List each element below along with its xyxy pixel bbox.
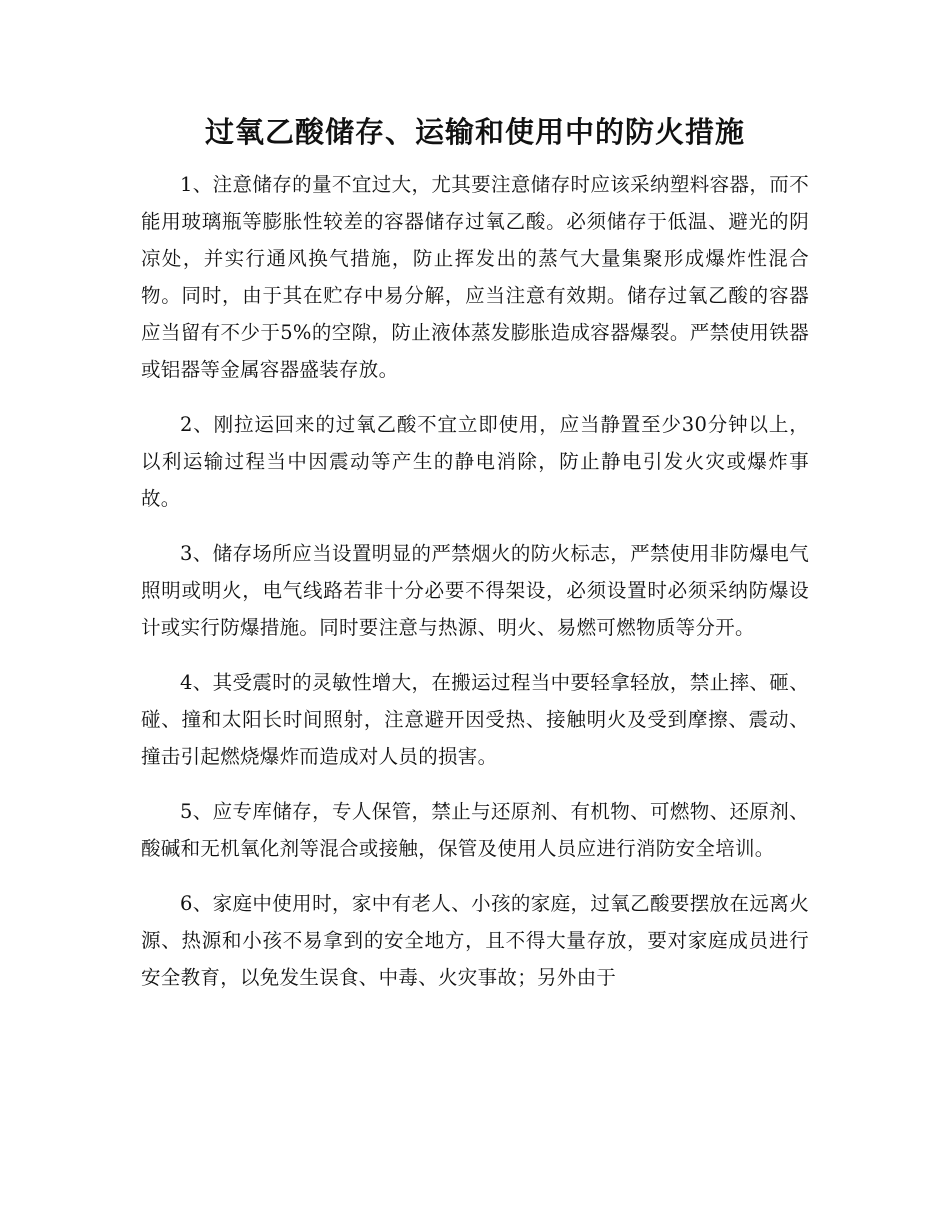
document-title: 过氧乙酸储存、运输和使用中的防火措施 (204, 115, 745, 149)
paragraph-6: 6、家庭中使用时，家中有老人、小孩的家庭，过氧乙酸要摆放在远离火源、热源和小孩不易拿到的安全地方，且不得大量存放，要对家庭成员进行安全教育，以免发生误食、中毒、火灾事故；另外由于 (141, 892, 809, 989)
paragraph-2: 2、刚拉运回来的过氧乙酸不宜立即使用，应当静置至少30分钟以上，以利运输过程当中因震动等产生的静电消除，防止静电引发火灾或爆炸事故。 (141, 413, 809, 510)
paragraph-3: 3、储存场所应当设置明显的严禁烟火的防火标志，严禁使用非防爆电气照明或明火，电气线路若非十分必要不得架设，必须设置时必须采纳防爆设计或实行防爆措施。同时要注意与热源、明火、易燃可燃物质等分开。 (141, 542, 809, 639)
paragraph-1: 1、注意储存的量不宜过大，尤其要注意储存时应该采纳塑料容器，而不能用玻璃瓶等膨胀性较差的容器储存过氧乙酸。必须储存于低温、避光的阴凉处，并实行通风换气措施，防止挥发出的蒸气大量集聚形成爆炸性混合物。同时，由于其在贮存中易分解，应当注意有效期。储存过氧乙酸的容器应当留有不少于5%的空隙，防止液体蒸发膨胀造成容器爆裂。严禁使用铁器或铝器等金属容器盛装存放。 (141, 173, 809, 381)
document-body (141, 166, 809, 1014)
paragraph-5: 5、应专库储存，专人保管，禁止与还原剂、有机物、可燃物、还原剂、酸碱和无机氧化剂等混合或接触，保管及使用人员应进行消防安全培训。 (141, 800, 809, 860)
paragraph-4: 4、其受震时的灵敏性增大，在搬运过程当中要轻拿轻放，禁止摔、砸、碰、撞和太阳长时间照射，注意避开因受热、接触明火及受到摩擦、震动、撞击引起燃烧爆炸而造成对人员的损害。 (141, 671, 809, 768)
